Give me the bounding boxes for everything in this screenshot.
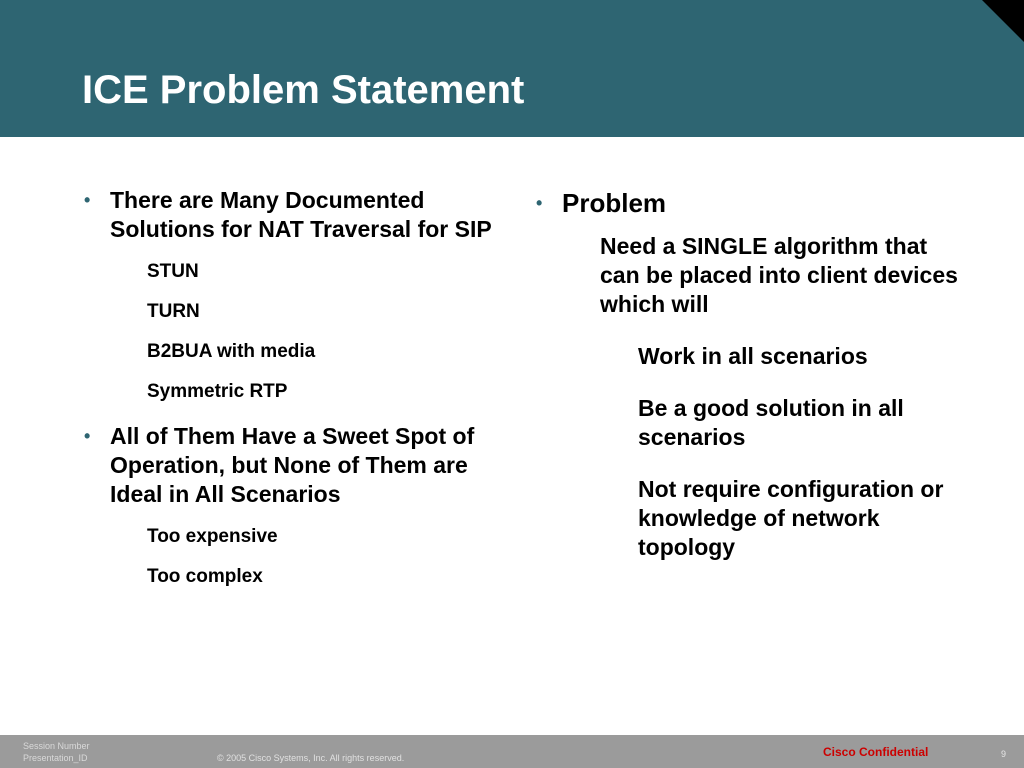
bullet-item xyxy=(84,186,504,244)
page-number: 9 xyxy=(1001,749,1007,759)
level3-item: Be a good solution in all scenarios xyxy=(638,395,904,450)
spacer xyxy=(84,404,504,422)
sub-item: STUN xyxy=(147,261,199,282)
sub-item: B2BUA with media xyxy=(147,341,316,362)
corner-fold-decoration xyxy=(982,0,1024,42)
bullet-text: All of Them Have a Sweet Spot of Operation, but None of Them are Ideal in All Scenarios xyxy=(110,423,475,507)
bullet-icon: • xyxy=(84,426,91,446)
bullet-icon: • xyxy=(84,190,91,210)
bullet-heading: Problem xyxy=(562,188,667,218)
level2-text: Need a SINGLE algorithm that can be placed into client devices which will xyxy=(600,233,958,317)
bullet-icon: • xyxy=(536,193,543,213)
slide-title: ICE Problem Statement xyxy=(82,68,525,112)
level3-item: Not require configuration or knowledge of network topology xyxy=(638,476,944,560)
presentation-id: Presentation_ID xyxy=(23,753,88,763)
footer-bar xyxy=(0,735,1024,768)
bullet-text: There are Many Documented Solutions for NAT Traversal for SIP xyxy=(110,187,492,242)
sub-item: Too complex xyxy=(147,566,263,587)
session-number: Session Number xyxy=(23,741,90,751)
level3-item: Work in all scenarios xyxy=(638,343,868,369)
copyright-text: © 2005 Cisco Systems, Inc. All rights reserved. xyxy=(217,753,405,763)
title-bar xyxy=(0,0,1024,137)
sub-item: Symmetric RTP xyxy=(147,381,288,402)
session-info xyxy=(23,740,90,764)
confidential-label: Cisco Confidential xyxy=(823,745,929,759)
left-column xyxy=(84,186,504,589)
sub-item: TURN xyxy=(147,301,200,322)
sub-item: Too expensive xyxy=(147,526,278,547)
bullet-item xyxy=(536,186,966,220)
right-column xyxy=(536,186,966,585)
bullet-item xyxy=(84,422,504,509)
